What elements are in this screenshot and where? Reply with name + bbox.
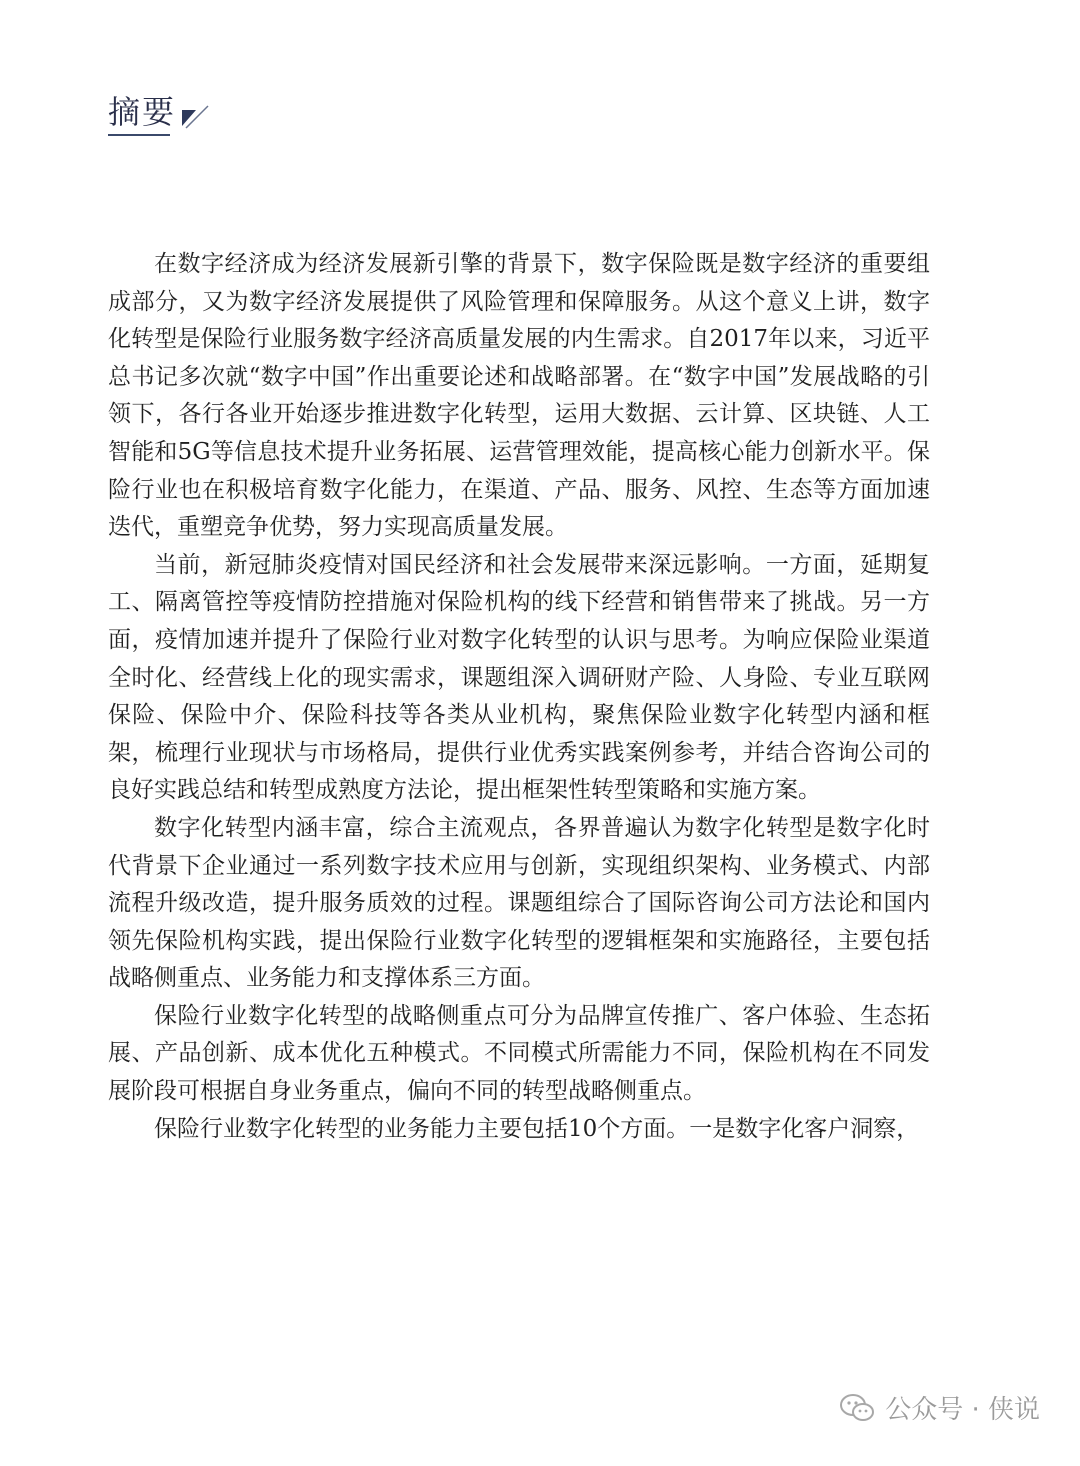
watermark-text: 公众号 · 侠说 <box>885 1395 1040 1425</box>
paragraph: 保险行业数字化转型的战略侧重点可分为品牌宣传推广、客户体验、生态拓展、产品创新、成本优化五种模式。不同模式所需能力不同，保险机构在不同发展阶段可根据自身业务重点，偏向不同的转型战略侧重点。 <box>108 1002 930 1105</box>
paragraph: 当前，新冠肺炎疫情对国民经济和社会发展带来深远影响。一方面，延期复工、隔离管控等疫情防控措施对保险机构的线下经营和销售带来了挑战。另一方面，疫情加速并提升了保险行业对数字化转型的认识与思考。为响应保险业渠道全时化、经营线上化的现实需求，课题组深入调研财产险、人身险、专业互联网保险、保险中介、保险科技等各类从业机构，聚焦保险业数字化转型内涵和框架，梳理行业现状与市场格局，提供行业优秀实践案例参考，并结合咨询公司的良好实践总结和转型成熟度方法论，提出框架性转型策略和实施方案。 <box>108 551 930 804</box>
section-heading <box>108 93 210 134</box>
heading-title: 摘要 <box>108 93 177 131</box>
paragraph: 在数字经济成为经济发展新引擎的背景下，数字保险既是数字经济的重要组成部分，又为数字经济发展提供了风险管理和保障服务。从这个意义上讲，数字化转型是保险行业服务数字经济高质量发展的内生需求。自2017年以来，习近平总书记多次就“数字中国”作出重要论述和战略部署。在“数字中国”发展战略的引领下，各行各业开始逐步推进数字化转型，运用大数据、云计算、区块链、人工智能和5G等信息技术提升业务拓展、运营管理效能，提高核心能力创新水平。保险行业也在积极培育数字化能力，在渠道、产品、服务、风控、生态等方面加速迭代，重塑竞争优势，努力实现高质量发展。 <box>108 251 930 541</box>
heading-underline <box>108 134 170 136</box>
watermark <box>839 1389 1040 1426</box>
paragraph: 数字化转型内涵丰富，综合主流观点，各界普遍认为数字化转型是数字化时代背景下企业通过一系列数字技术应用与创新，实现组织架构、业务模式、内部流程升级改造，提升服务质效的过程。课题组综合了国际咨询公司方法论和国内领先保险机构实践，提出保险行业数字化转型的逻辑框架和实施路径，主要包括战略侧重点、业务能力和支撑体系三方面。 <box>108 814 930 992</box>
wechat-icon <box>839 1393 875 1423</box>
abstract-body <box>108 246 930 1148</box>
heading-decoration-icon <box>180 104 210 130</box>
paragraph: 保险行业数字化转型的业务能力主要包括10个方面。一是数字化客户洞察， <box>154 1115 920 1142</box>
